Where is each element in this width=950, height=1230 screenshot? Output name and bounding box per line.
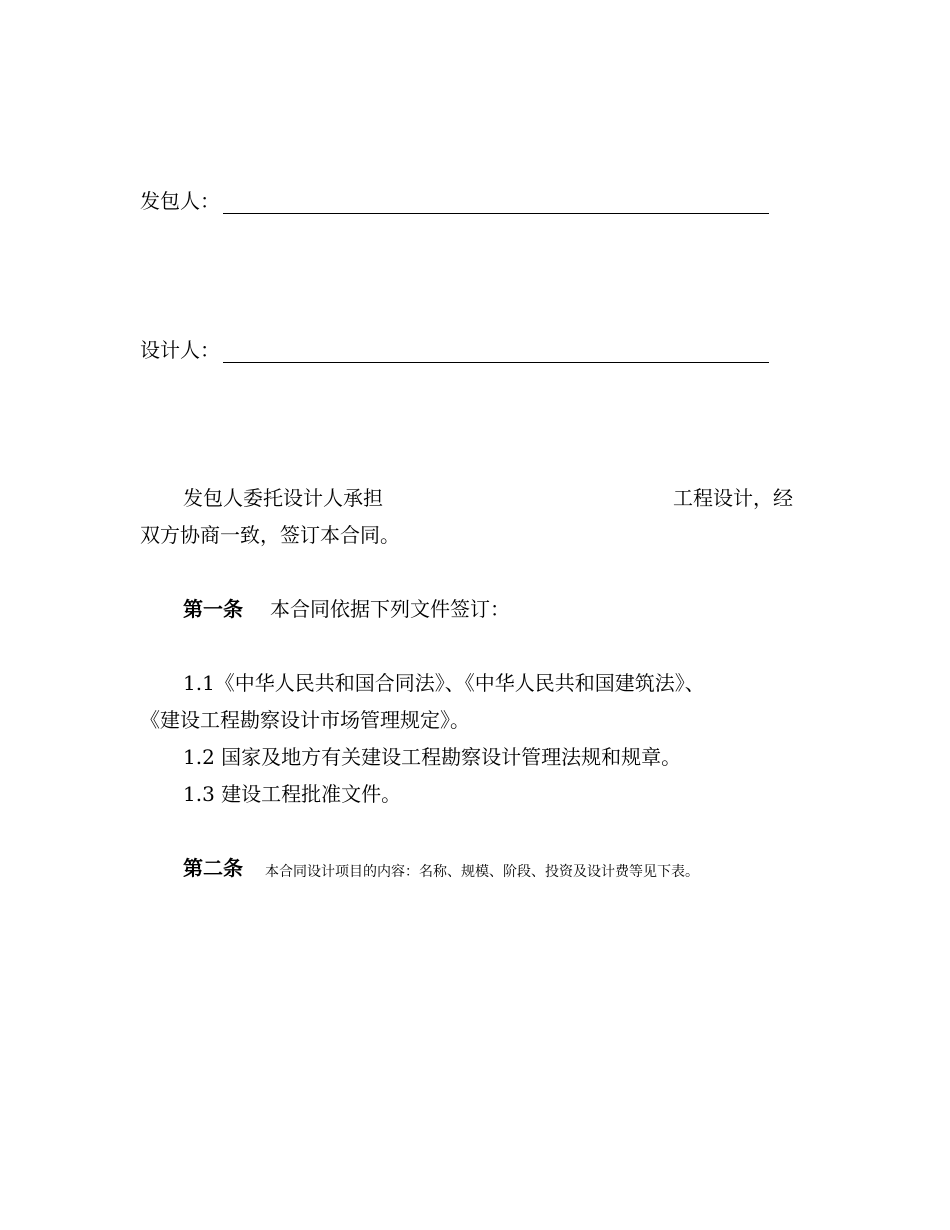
article2-text: 本合同设计项目的内容：名称、规模、阶段、投资及设计费等见下表。	[265, 864, 699, 880]
employer-blank-line[interactable]	[223, 213, 769, 214]
article1-text: 本合同依据下列文件签订：	[270, 597, 510, 621]
article1-item2: 1.2 国家及地方有关建设工程勘察设计管理法规和规章。	[183, 745, 682, 769]
designer-blank-line[interactable]	[223, 362, 769, 363]
designer-label: 设计人：	[140, 338, 220, 362]
article1-item1-line2: 《建设工程勘察设计市场管理规定》。	[140, 708, 470, 732]
intro-text-line2: 双方协商一致，签订本合同。	[140, 523, 400, 547]
article1-title: 第一条	[183, 597, 243, 621]
intro-text-part2: 工程设计，经	[673, 486, 793, 510]
intro-text-part1: 发包人委托设计人承担	[183, 486, 383, 510]
article2-title: 第二条	[183, 856, 243, 880]
article1-item1-line1: 1.1《中华人民共和国合同法》、《中华人民共和国建筑法》、	[183, 671, 705, 695]
article1-item3: 1.3 建设工程批准文件。	[183, 782, 402, 806]
employer-label: 发包人：	[140, 189, 220, 213]
